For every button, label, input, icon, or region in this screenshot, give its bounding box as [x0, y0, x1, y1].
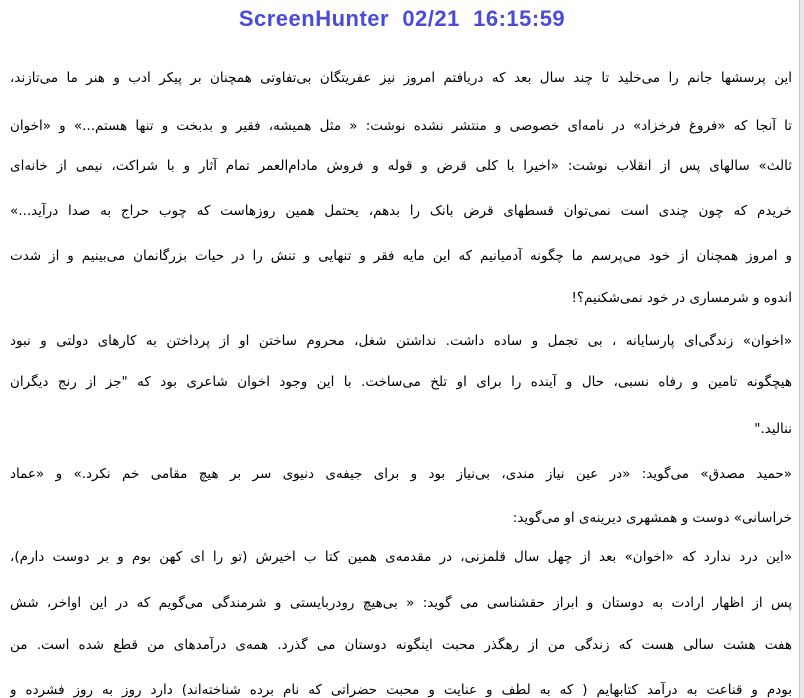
paragraph-2-line-1: «اخوان» زندگی‌ای پارسایانه ، بی تجمل و ساده داشت. نداشتن شغل، محروم ساختن او از پرداختن به کارهای دولتی و نبود — [10, 333, 792, 349]
paragraph-2-line-3: ننالید." — [754, 421, 792, 437]
paragraph-1-line-2: تا آنجا که «فروغ فرخزاد» در نامه‌ای خصوصی و منتشر نشده نوشت: « مثل همیشه، فقیر و بدبخت و تنها هستم...» و «اخوان — [10, 118, 792, 134]
paragraph-1-line-5: و امروز همچنان از خود می‌پرسم ما چگونه آدمیانیم که این مایه فقر و تنهایی و تنش را در حیات بزرگانمان می‌بینیم و از شدت — [10, 248, 792, 264]
paragraph-4-line-1: «این درد ندارد که «اخوان» بعد از چهل سال قلمزنی، در مقدمه‌ی همین کتا ب اخیرش (تو را ای کهن بوم و بر دوست دارم)، — [10, 549, 792, 565]
paragraph-3-line-2: خراسانی» دوست و همشهری دیرینه‌ی او می‌گوید: — [512, 510, 792, 526]
paragraph-3-line-1: «حمید مصدق» می‌گوید: «در عین نیاز مندی، بی‌نیاز بود و برای جیفه‌ی دنیوی سر بر هیچ مقامی خم نکرد.» و «عماد — [10, 466, 792, 482]
paragraph-1-line-4: خریدم که چون چندی است نمی‌توان قسطهای قرض بانک را بدهم، یحتمل همین روزهاست که چوب حراج به صدا درآید...» — [10, 203, 792, 219]
paragraph-1-line-3: ثالث» سالهای پس از انقلاب نوشت: «اخیرا با کلی قرض و قوله و فروش مادام‌العمر تمام آثار و با شراکت، نیمی از خانه‌ای — [10, 158, 792, 174]
paragraph-2-line-2: هیچگونه تامین و رفاه نسبی، حال و آینده را برای او تلخ می‌ساخت. با این وجود اخوان شاعری بود که "جز از رنج دیگران — [10, 374, 792, 390]
paragraph-1-line-6: اندوه و شرمساری در خود نمی‌شکنیم؟! — [571, 290, 792, 306]
screenhunter-watermark: ScreenHunter 02/21 16:15:59 — [238, 6, 566, 31]
paragraph-4-line-2: پس از اظهار ارادت به دوستان و ابراز حقشناسی می گوید: « بی‌هیچ رودربایستی و شرمندگی می‌گویم که در این اواخر، شش — [10, 595, 792, 611]
paragraph-4-line-4: بودم و قناعت به درآمد کتابهایم ( که به لطف و عنایت و محبت حضراتی که نام برده شناخته‌اند) دارد روز به روز فشرده و — [10, 682, 792, 698]
paragraph-4-line-3: هفت هشت سالی هست که زندگی من از رهگذر محبت اینگونه دوستان می گذرد. همه‌ی درآمدهای من قطع شده است. من — [10, 637, 792, 653]
paragraph-1-line-1: این پرسشها جانم را می‌خلید تا چند سال بعد که دریافتم امروز نیز عفریتگان بی‌تفاوتی همچنان بر پیکر ادب و هنر ما می‌تازند، — [10, 70, 792, 86]
